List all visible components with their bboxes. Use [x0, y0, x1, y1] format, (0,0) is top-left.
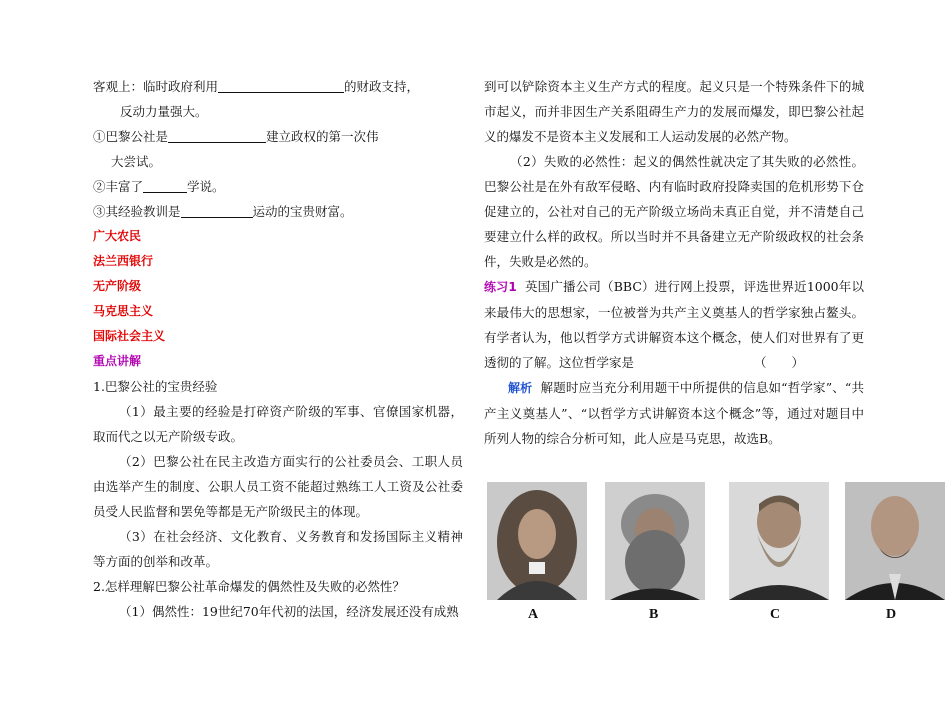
subheading-1: 1.巴黎公社的宝贵经验: [93, 379, 218, 394]
text-fragment: 运动的宝贵财富。: [252, 204, 353, 219]
paragraph-6: （2）失败的必然性：起义的偶然性就决定了其失败的必然性。巴黎公社是在外有敌军侵略、内有临时政府投降卖国的危机形势下仓促建立的，公社对自己的无产阶级立场尚未真正自觉，并不清楚自己要建立什么样的政权。所以当时并不具备建立无产阶级政权的社会条件，失败是必然的。: [484, 154, 864, 269]
photo-label-a: A: [528, 607, 539, 622]
fill-line-3: [93, 124, 463, 149]
answer-1: 广大农民: [93, 229, 142, 243]
fill-line-4: 大尝试。: [111, 154, 162, 169]
text-fragment: ①巴黎公社是: [93, 129, 169, 144]
exercise-label: 练习1: [484, 280, 517, 294]
paragraph-3: （3）在社会经济、文化教育、义务教育和发扬国际主义精神等方面的创举和改革。: [93, 529, 463, 569]
blank-field[interactable]: [143, 178, 187, 193]
exercise-text: 英国广播公司（BBC）进行网上投票，评选世界近1000年以来最伟大的思想家，一位被誉为共产主义奠基人的哲学家独占鳌头。有学者认为，他以哲学方式讲解资本这个概念，使人们对世界有了更透彻的了解。这位哲学家是: [484, 279, 864, 370]
portrait-c-image[interactable]: [729, 482, 829, 600]
left-column: [93, 74, 463, 624]
text-fragment: 建立政权的第一次伟: [266, 129, 379, 144]
paragraph-5: 到可以铲除资本主义生产方式的程度。起义只是一个特殊条件下的城市起义，而并非因生产关系阻碍生产力的发展而爆发，即巴黎公社起义的爆发不是资本主义发展和工人运动发展的必然产物。: [484, 79, 864, 144]
photo-label-b: B: [649, 607, 659, 622]
text-fragment: ②丰富了: [93, 179, 144, 194]
right-column: [484, 74, 864, 451]
photo-label-c: C: [770, 607, 781, 622]
answer-4: 马克思主义: [93, 304, 154, 318]
fill-line-5: [93, 174, 463, 199]
analysis-text: 解题时应当充分利用题干中所提供的信息如“哲学家”、“共产主义奠基人”、“以哲学方式讲解资本这个概念”等，通过对题目中所列人物的综合分析可知，此人应是马克思，故选B。: [484, 380, 864, 446]
blank-field[interactable]: [181, 203, 253, 218]
fill-line-2: 反动力量强大。: [120, 104, 208, 119]
blank-field[interactable]: [168, 128, 266, 143]
blank-field[interactable]: [218, 78, 344, 93]
exercise-block: [484, 274, 864, 375]
text-fragment: 客观上：临时政府利用: [93, 79, 219, 94]
paragraph-1: （1）最主要的经验是打碎资产阶级的军事、官僚国家机器，取而代之以无产阶级专政。: [93, 404, 463, 444]
answer-parentheses[interactable]: （ ）: [754, 355, 805, 370]
fill-line-6: [93, 199, 463, 224]
analysis-label: 解析: [508, 381, 533, 395]
answer-5: 国际社会主义: [93, 329, 166, 343]
portrait-d-image[interactable]: [845, 482, 945, 600]
text-fragment: 的财政支持，: [344, 79, 420, 94]
answer-2: 法兰西银行: [93, 254, 154, 268]
paragraph-4: （1）偶然性：19世纪70年代初的法国，经济发展还没有成熟: [119, 604, 459, 619]
subheading-2: 2.怎样理解巴黎公社革命爆发的偶然性及失败的必然性？: [93, 579, 405, 594]
section-heading: 重点讲解: [93, 354, 142, 368]
photo-label-d: D: [886, 607, 897, 622]
answer-3: 无产阶级: [93, 279, 142, 293]
text-fragment: 学说。: [187, 179, 225, 194]
portrait-b-image[interactable]: [605, 482, 705, 600]
portrait-row: [487, 482, 947, 602]
portrait-a-image[interactable]: [487, 482, 587, 600]
analysis-block: [484, 375, 864, 451]
paragraph-2: （2）巴黎公社在民主改造方面实行的公社委员会、工职人员由选举产生的制度、公职人员工资不能超过熟练工人工资及公社委员受人民监督和罢免等都是无产阶级民主的体现。: [93, 454, 463, 519]
text-fragment: ③其经验教训是: [93, 204, 181, 219]
fill-line-1: [93, 74, 463, 99]
